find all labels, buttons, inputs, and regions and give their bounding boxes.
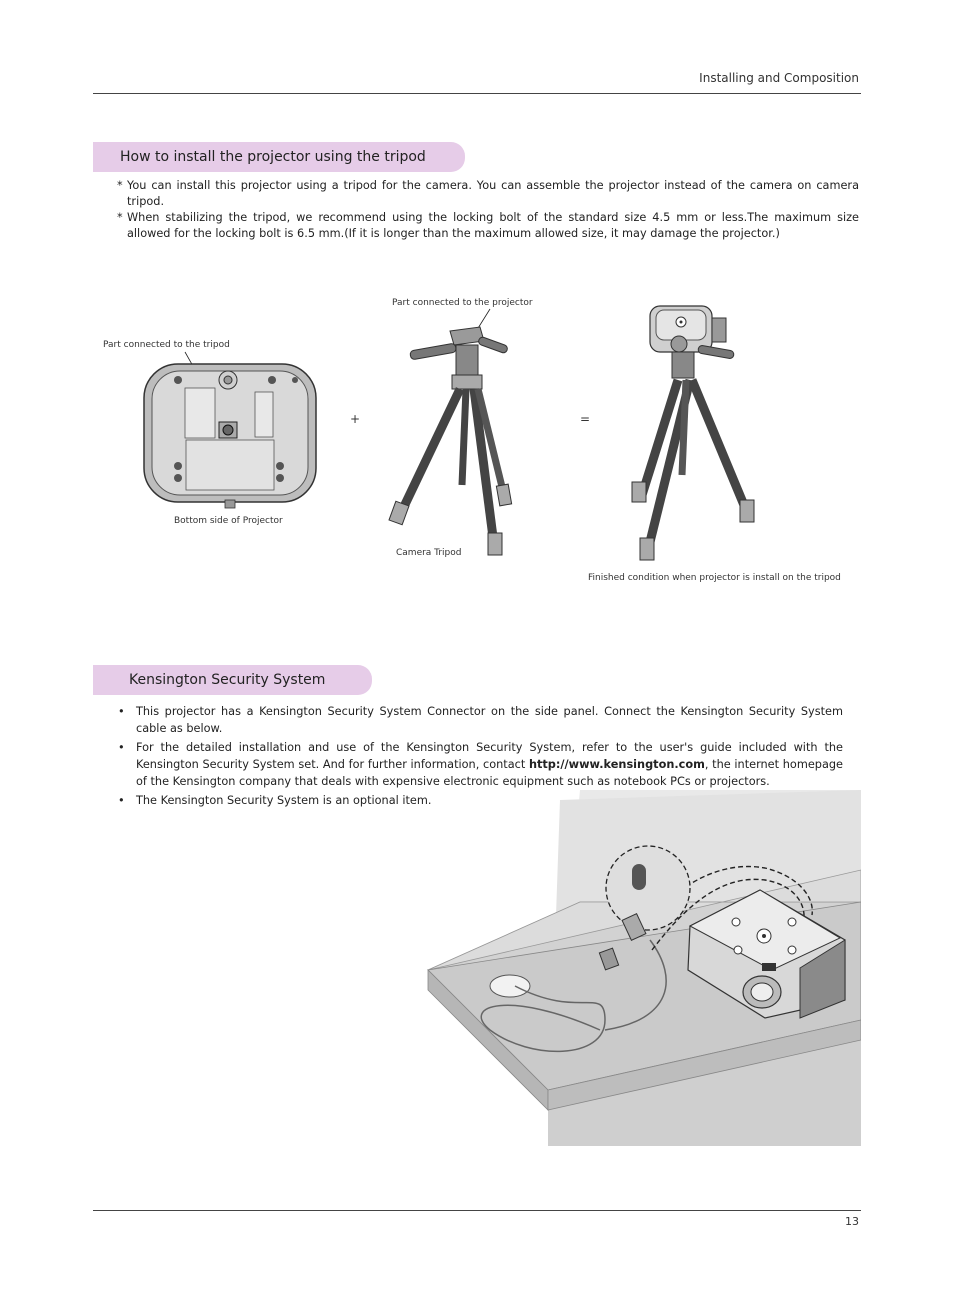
label-bottom-side: Bottom side of Projector bbox=[174, 516, 283, 526]
bullet-marker: • bbox=[118, 741, 125, 754]
kensington-lock-illustration bbox=[420, 790, 861, 1150]
label-part-tripod: Part connected to the tripod bbox=[103, 340, 230, 350]
projector-bottom-illustration bbox=[140, 350, 320, 512]
kensington-bullet-2 bbox=[118, 739, 843, 790]
header-rule bbox=[93, 93, 861, 94]
label-camera-tripod: Camera Tripod bbox=[396, 548, 462, 558]
footer-rule bbox=[93, 1210, 861, 1211]
bullet-marker: • bbox=[118, 794, 125, 807]
finished-tripod-illustration bbox=[620, 300, 770, 565]
kensington-bullet-1 bbox=[118, 703, 843, 737]
plus-sign: + bbox=[350, 412, 361, 426]
bullet-text: This projector has a Kensington Security System Connector on the side panel. Connect the Kensington Security System cable as below. bbox=[136, 705, 843, 735]
tripod-note-1 bbox=[117, 178, 859, 210]
kensington-link[interactable]: http://www.kensington.com bbox=[528, 758, 705, 771]
equals-sign: = bbox=[580, 412, 591, 426]
page-number: 13 bbox=[845, 1215, 859, 1228]
camera-tripod-illustration bbox=[380, 305, 520, 565]
bullet-text-pre: For the detailed installation and use of the Kensington Security System, refer to the user's guide included with the Kensington Security System set. And for further information, contact bbox=[136, 741, 843, 771]
note-marker: * bbox=[117, 211, 123, 224]
note-text: You can install this projector using a tripod for the camera. You can assemble the projector instead of the camera on camera tripod. bbox=[127, 179, 859, 208]
tripod-note-2 bbox=[117, 210, 859, 242]
running-header: Installing and Composition bbox=[699, 71, 859, 85]
kensington-section-title: Kensington Security System bbox=[93, 665, 372, 695]
tripod-section-title: How to install the projector using the tripod bbox=[93, 142, 465, 172]
note-marker: * bbox=[117, 179, 123, 192]
label-part-projector: Part connected to the projector bbox=[392, 298, 533, 308]
bullet-text-post: , the internet homepage of the Kensington company that deals with expensive electronic equipment such as notebook PCs or projectors. bbox=[136, 758, 843, 788]
bullet-text: The Kensington Security System is an optional item. bbox=[136, 794, 432, 807]
bullet-marker: • bbox=[118, 705, 125, 718]
note-text: When stabilizing the tripod, we recommend using the locking bolt of the standard size 4.5 mm or less.The maximum size allowed for the locking bolt is 6.5 mm.(If it is longer than the maximum allowed size, it may damage the projector.) bbox=[127, 211, 859, 240]
label-finished: Finished condition when projector is install on the tripod bbox=[588, 573, 841, 583]
